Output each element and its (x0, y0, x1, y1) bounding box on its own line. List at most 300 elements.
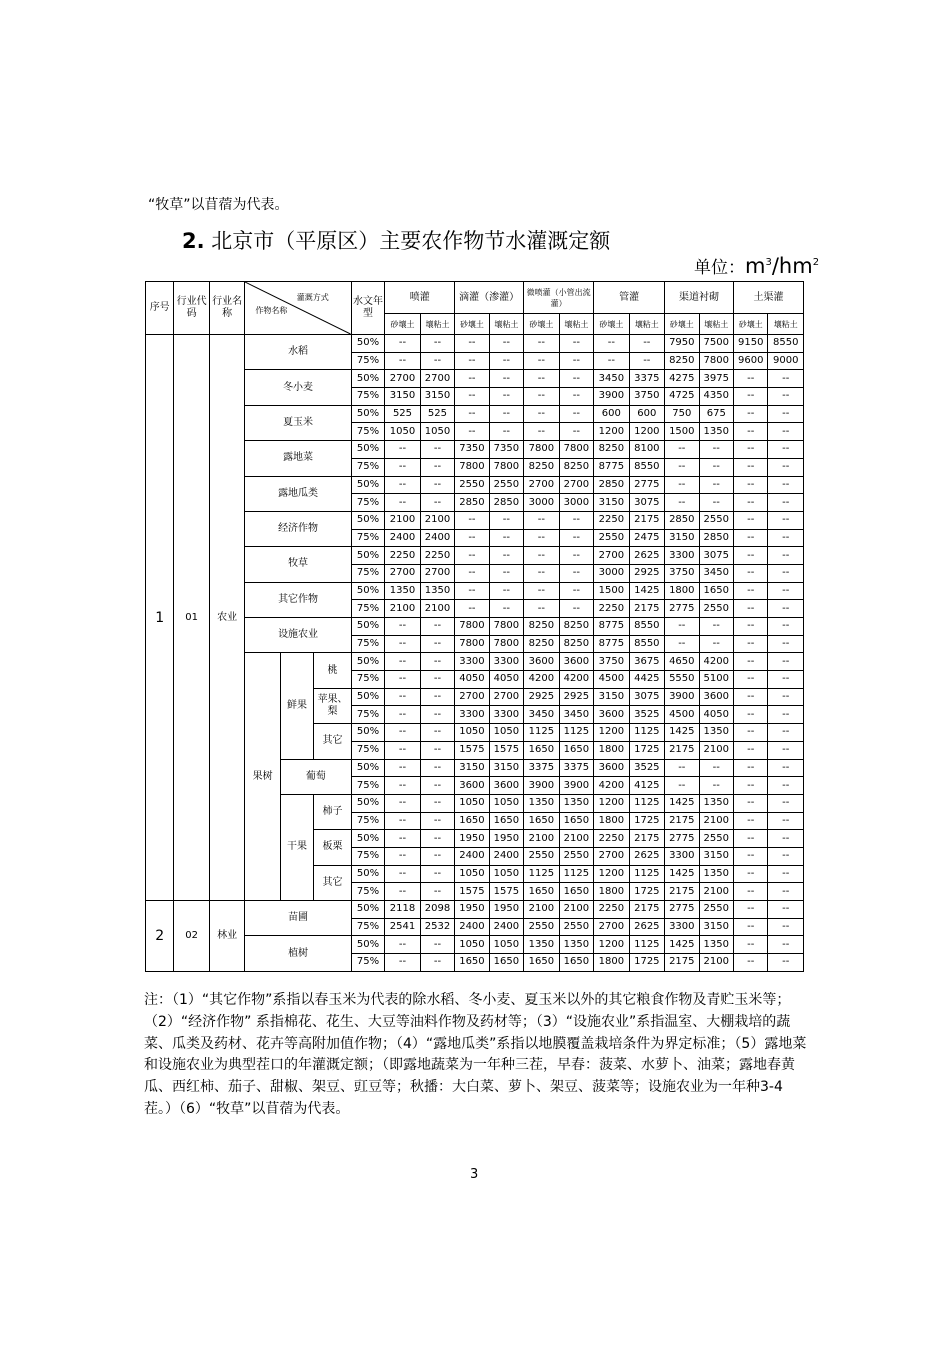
value-cell: 1950 (489, 901, 523, 919)
hydro-year-cell: 50% (351, 688, 384, 706)
hydro-year-cell: 75% (351, 635, 384, 653)
value-cell: -- (489, 370, 523, 388)
value-cell: -- (385, 688, 420, 706)
value-cell: 4425 (629, 671, 664, 689)
hydro-year-cell: 50% (351, 759, 384, 777)
value-cell: 2700 (455, 688, 489, 706)
value-cell: 3675 (629, 653, 664, 671)
value-cell: 2700 (489, 688, 523, 706)
value-cell: -- (768, 458, 804, 476)
value-cell: -- (455, 423, 489, 441)
value-cell: -- (420, 936, 454, 954)
header-method: 滴灌（渗灌） (455, 282, 524, 314)
value-cell: 2925 (629, 564, 664, 582)
hydro-year-cell: 75% (351, 777, 384, 795)
value-cell: 3150 (385, 388, 420, 406)
value-cell: -- (455, 335, 489, 353)
value-cell: -- (385, 706, 420, 724)
value-cell: -- (385, 936, 420, 954)
value-cell: -- (594, 335, 629, 353)
value-cell: -- (385, 618, 420, 636)
value-cell: 7500 (699, 335, 733, 353)
value-cell: 1650 (524, 741, 559, 759)
value-cell: -- (489, 352, 523, 370)
value-cell: -- (489, 405, 523, 423)
value-cell: -- (385, 865, 420, 883)
value-cell: -- (734, 759, 768, 777)
value-cell: 2400 (489, 847, 523, 865)
value-cell: 2400 (455, 847, 489, 865)
value-cell: 2550 (559, 918, 593, 936)
value-cell: -- (385, 352, 420, 370)
value-cell: 8250 (559, 458, 593, 476)
value-cell: -- (489, 547, 523, 565)
value-cell: -- (489, 564, 523, 582)
value-cell: 9600 (734, 352, 768, 370)
table-row (146, 653, 804, 671)
value-cell: 2700 (594, 847, 629, 865)
hydro-year-cell: 50% (351, 936, 384, 954)
hydro-year-cell: 50% (351, 370, 384, 388)
value-cell: 1650 (489, 812, 523, 830)
crop-name: 苹果、梨 (314, 688, 352, 723)
value-cell: -- (489, 582, 523, 600)
value-cell: 8250 (559, 618, 593, 636)
value-cell: -- (629, 352, 664, 370)
page-number: 3 (470, 1167, 479, 1182)
value-cell: -- (768, 671, 804, 689)
value-cell: 2550 (699, 830, 733, 848)
value-cell: 1725 (629, 741, 664, 759)
header-soil: 壤粘土 (629, 314, 664, 335)
value-cell: 2850 (699, 529, 733, 547)
value-cell: -- (455, 388, 489, 406)
value-cell: 1350 (559, 936, 593, 954)
value-cell: 600 (594, 405, 629, 423)
value-cell: 1950 (455, 830, 489, 848)
header-code: 行业代码 (174, 282, 209, 335)
table-notes: 注：（1）“其它作物”系指以春玉米为代表的除水稻、冬小麦、夏玉米以外的其它粮食作物及青贮玉米等；（2）“经济作物” 系指棉花、花生、大豆等油料作物及药材等；（3）“设施农业”系指温室、大棚栽培的蔬菜、瓜类及药材、花卉等高附加值作物；（4）“露地瓜类”系指以地膜覆盖栽培条件为界定标准；（5）露地菜和设施农业为典型茬口的年灌溉定额；（即露地蔬菜为一年种三茬，早春：菠菜、水萝卜、油菜；露地春黄瓜、西红柿、茄子、甜椒、架豆、豇豆等；秋播：大白菜、萝卜、架豆、菠菜等；设施农业为一年种3-4茬。）（6）“牧草”以苜蓿为代表。 (144, 992, 807, 1117)
value-cell: 750 (665, 405, 699, 423)
value-cell: 4200 (559, 671, 593, 689)
value-cell: -- (768, 901, 804, 919)
crop-name: 苗圃 (245, 901, 351, 936)
value-cell: 1425 (665, 865, 699, 883)
value-cell: -- (699, 441, 733, 459)
value-cell: 7950 (665, 335, 699, 353)
value-cell: 3075 (629, 494, 664, 512)
value-cell: -- (734, 741, 768, 759)
value-cell: 1500 (594, 582, 629, 600)
value-cell: -- (699, 635, 733, 653)
value-cell: 1725 (629, 812, 664, 830)
value-cell: -- (420, 777, 454, 795)
value-cell: 1350 (524, 794, 559, 812)
value-cell: 2250 (594, 511, 629, 529)
value-cell: 2700 (385, 370, 420, 388)
value-cell: 525 (385, 405, 420, 423)
header-soil: 壤粘土 (699, 314, 733, 335)
value-cell: -- (734, 370, 768, 388)
crop-name: 水稻 (245, 335, 351, 370)
header-method: 管灌 (594, 282, 665, 314)
value-cell: 1200 (629, 423, 664, 441)
value-cell: 7800 (699, 352, 733, 370)
value-cell: -- (524, 547, 559, 565)
value-cell: 1650 (559, 741, 593, 759)
value-cell: 1575 (455, 741, 489, 759)
value-cell: 8250 (524, 618, 559, 636)
value-cell: 3375 (524, 759, 559, 777)
table-row (146, 476, 804, 494)
value-cell: 1050 (385, 423, 420, 441)
value-cell: 3150 (594, 494, 629, 512)
value-cell: -- (385, 812, 420, 830)
value-cell: 2100 (559, 901, 593, 919)
value-cell: 3600 (594, 706, 629, 724)
value-cell: 2775 (665, 830, 699, 848)
value-cell: -- (665, 476, 699, 494)
crop-name: 桃 (314, 653, 352, 688)
value-cell: 3450 (699, 564, 733, 582)
value-cell: -- (734, 777, 768, 795)
hydro-year-cell: 75% (351, 529, 384, 547)
value-cell: 8250 (665, 352, 699, 370)
value-cell: 1800 (594, 741, 629, 759)
crop-name: 设施农业 (245, 618, 351, 653)
value-cell: -- (524, 405, 559, 423)
hydro-year-cell: 75% (351, 494, 384, 512)
value-cell: 2250 (594, 600, 629, 618)
value-cell: 2100 (524, 830, 559, 848)
value-cell: -- (559, 405, 593, 423)
value-cell: -- (734, 405, 768, 423)
value-cell: -- (455, 582, 489, 600)
value-cell: 2541 (385, 918, 420, 936)
value-cell: -- (455, 511, 489, 529)
value-cell: -- (385, 653, 420, 671)
value-cell: 1200 (594, 794, 629, 812)
value-cell: -- (665, 441, 699, 459)
value-cell: 1200 (594, 865, 629, 883)
value-cell: -- (768, 706, 804, 724)
value-cell: 1725 (629, 954, 664, 972)
value-cell: 1050 (455, 794, 489, 812)
value-cell: -- (594, 352, 629, 370)
value-cell: -- (665, 494, 699, 512)
value-cell: 2850 (665, 511, 699, 529)
value-cell: -- (524, 335, 559, 353)
value-cell: 1500 (665, 423, 699, 441)
unit-label (694, 253, 819, 278)
value-cell: 1950 (489, 830, 523, 848)
value-cell: 2175 (629, 600, 664, 618)
crop-name: 板栗 (314, 830, 352, 865)
value-cell: 1050 (455, 724, 489, 742)
value-cell: 3900 (524, 777, 559, 795)
value-cell: 3750 (665, 564, 699, 582)
header-method: 土渠灌 (734, 282, 804, 314)
value-cell: 2625 (629, 918, 664, 936)
value-cell: 2100 (699, 812, 733, 830)
value-cell: -- (768, 564, 804, 582)
value-cell: -- (768, 812, 804, 830)
value-cell: -- (420, 441, 454, 459)
value-cell: -- (559, 582, 593, 600)
value-cell: 2100 (385, 600, 420, 618)
hydro-year-cell: 50% (351, 547, 384, 565)
value-cell: 1200 (594, 423, 629, 441)
value-cell: -- (734, 600, 768, 618)
value-cell: 1050 (489, 865, 523, 883)
value-cell: 2700 (559, 476, 593, 494)
value-cell: 7800 (455, 458, 489, 476)
value-cell: -- (734, 812, 768, 830)
value-cell: -- (559, 564, 593, 582)
hydro-year-cell: 50% (351, 901, 384, 919)
value-cell: 3900 (665, 688, 699, 706)
value-cell: 1050 (489, 724, 523, 742)
table-row (146, 335, 804, 353)
value-cell: 2100 (524, 901, 559, 919)
value-cell: -- (734, 388, 768, 406)
header-diagonal (245, 282, 351, 335)
value-cell: 1125 (629, 865, 664, 883)
value-cell: 8550 (629, 458, 664, 476)
value-cell: -- (455, 352, 489, 370)
hydro-year-cell: 75% (351, 847, 384, 865)
hydro-year-cell: 50% (351, 335, 384, 353)
value-cell: -- (559, 352, 593, 370)
value-cell: 5550 (665, 671, 699, 689)
value-cell: -- (420, 635, 454, 653)
value-cell: -- (768, 830, 804, 848)
value-cell: 2700 (594, 918, 629, 936)
hydro-year-cell: 75% (351, 600, 384, 618)
value-cell: -- (734, 830, 768, 848)
group-seq: 1 (146, 335, 174, 901)
value-cell: -- (768, 441, 804, 459)
value-cell: -- (734, 724, 768, 742)
header-crop-name: 作物名称 (255, 306, 288, 315)
value-cell: 3600 (594, 759, 629, 777)
value-cell: 2250 (594, 830, 629, 848)
value-cell: 2100 (420, 600, 454, 618)
value-cell: -- (420, 830, 454, 848)
value-cell: 2532 (420, 918, 454, 936)
value-cell: 3600 (699, 688, 733, 706)
value-cell: 1125 (629, 724, 664, 742)
value-cell: 1350 (385, 582, 420, 600)
value-cell: 3750 (594, 653, 629, 671)
crop-name: 夏玉米 (245, 405, 351, 440)
value-cell: -- (385, 741, 420, 759)
value-cell: 2175 (665, 954, 699, 972)
value-cell: -- (665, 759, 699, 777)
value-cell: 1650 (524, 883, 559, 901)
value-cell: 2118 (385, 901, 420, 919)
value-cell: 1650 (524, 812, 559, 830)
header-method: 微喷灌（小管出流灌） (524, 282, 594, 314)
value-cell: -- (734, 564, 768, 582)
value-cell: -- (734, 547, 768, 565)
value-cell: -- (455, 370, 489, 388)
value-cell: 2175 (629, 830, 664, 848)
header-hydro-year: 水文年型 (351, 282, 384, 335)
value-cell: -- (665, 458, 699, 476)
value-cell: -- (768, 547, 804, 565)
value-cell: -- (524, 511, 559, 529)
value-cell: -- (734, 423, 768, 441)
value-cell: 2400 (420, 529, 454, 547)
value-cell: 3300 (665, 547, 699, 565)
value-cell: 675 (699, 405, 733, 423)
value-cell: 2550 (559, 847, 593, 865)
crop-name: 冬小麦 (245, 370, 351, 405)
header-method: 渠道衬砌 (665, 282, 734, 314)
value-cell: 7350 (455, 441, 489, 459)
value-cell: 3000 (594, 564, 629, 582)
value-cell: 2400 (385, 529, 420, 547)
crop-name: 经济作物 (245, 511, 351, 546)
table-row (146, 936, 804, 954)
value-cell: -- (768, 635, 804, 653)
value-cell: -- (768, 777, 804, 795)
value-cell: 3750 (629, 388, 664, 406)
value-cell: 2400 (455, 918, 489, 936)
value-cell: -- (489, 511, 523, 529)
value-cell: -- (385, 494, 420, 512)
value-cell: -- (699, 777, 733, 795)
value-cell: 1650 (524, 954, 559, 972)
group-code: 01 (174, 335, 209, 901)
value-cell: -- (420, 883, 454, 901)
value-cell: 2175 (665, 883, 699, 901)
value-cell: -- (524, 582, 559, 600)
value-cell: 7800 (489, 635, 523, 653)
group-industry: 农业 (209, 335, 244, 901)
value-cell: -- (489, 388, 523, 406)
value-cell: 3150 (699, 918, 733, 936)
value-cell: -- (420, 865, 454, 883)
value-cell: 7800 (489, 458, 523, 476)
value-cell: 8250 (559, 635, 593, 653)
value-cell: -- (559, 547, 593, 565)
value-cell: -- (768, 741, 804, 759)
hydro-year-cell: 50% (351, 441, 384, 459)
value-cell: -- (385, 724, 420, 742)
value-cell: -- (629, 335, 664, 353)
value-cell: -- (768, 529, 804, 547)
value-cell: 9150 (734, 335, 768, 353)
value-cell: -- (734, 511, 768, 529)
header-seq: 序号 (146, 282, 174, 335)
crop-name: 果树 (245, 653, 280, 901)
hydro-year-cell: 50% (351, 618, 384, 636)
crop-name: 露地菜 (245, 441, 351, 476)
value-cell: 1350 (524, 936, 559, 954)
hydro-year-cell: 50% (351, 476, 384, 494)
unit-prefix: 单位： (694, 258, 745, 278)
value-cell: 3450 (594, 370, 629, 388)
value-cell: 1200 (594, 936, 629, 954)
value-cell: 2850 (594, 476, 629, 494)
hydro-year-cell: 75% (351, 812, 384, 830)
value-cell: -- (420, 458, 454, 476)
value-cell: 1350 (699, 865, 733, 883)
value-cell: -- (734, 901, 768, 919)
value-cell: 600 (629, 405, 664, 423)
value-cell: -- (768, 476, 804, 494)
value-cell: 3300 (665, 847, 699, 865)
value-cell: 7350 (489, 441, 523, 459)
table-row (146, 405, 804, 423)
value-cell: -- (559, 388, 593, 406)
value-cell: -- (699, 618, 733, 636)
value-cell: 1050 (489, 794, 523, 812)
value-cell: 8775 (594, 458, 629, 476)
group-code: 02 (174, 901, 209, 972)
value-cell: 3450 (524, 706, 559, 724)
value-cell: -- (734, 441, 768, 459)
hydro-year-cell: 75% (351, 954, 384, 972)
value-cell: -- (385, 335, 420, 353)
value-cell: -- (699, 494, 733, 512)
value-cell: 4125 (629, 777, 664, 795)
value-cell: 3600 (559, 653, 593, 671)
value-cell: 3150 (455, 759, 489, 777)
value-cell: -- (420, 653, 454, 671)
hydro-year-cell: 75% (351, 423, 384, 441)
value-cell: 2625 (629, 547, 664, 565)
value-cell: -- (768, 494, 804, 512)
value-cell: 3150 (420, 388, 454, 406)
value-cell: 1050 (455, 936, 489, 954)
value-cell: 8250 (594, 441, 629, 459)
value-cell: 4500 (594, 671, 629, 689)
value-cell: -- (734, 847, 768, 865)
value-cell: -- (489, 423, 523, 441)
value-cell: -- (524, 352, 559, 370)
value-cell: 2925 (559, 688, 593, 706)
value-cell: 1050 (455, 865, 489, 883)
value-cell: -- (420, 847, 454, 865)
value-cell: -- (385, 954, 420, 972)
value-cell: -- (768, 918, 804, 936)
value-cell: 3300 (455, 653, 489, 671)
header-soil: 壤粘土 (420, 314, 454, 335)
hydro-year-cell: 50% (351, 405, 384, 423)
header-soil: 壤粘土 (768, 314, 804, 335)
hydro-year-cell: 75% (351, 883, 384, 901)
value-cell: -- (385, 794, 420, 812)
value-cell: -- (699, 458, 733, 476)
table-row (146, 547, 804, 565)
value-cell: 3525 (629, 706, 664, 724)
crop-name: 干果 (280, 794, 313, 900)
value-cell: 1425 (665, 724, 699, 742)
hydro-year-cell: 75% (351, 671, 384, 689)
value-cell: -- (768, 405, 804, 423)
header-soil: 砂壤土 (665, 314, 699, 335)
value-cell: 3975 (699, 370, 733, 388)
value-cell: 2250 (420, 547, 454, 565)
value-cell: 1125 (524, 724, 559, 742)
value-cell: 8775 (594, 618, 629, 636)
header-soil: 砂壤土 (594, 314, 629, 335)
value-cell: 1575 (489, 741, 523, 759)
value-cell: 8775 (594, 635, 629, 653)
